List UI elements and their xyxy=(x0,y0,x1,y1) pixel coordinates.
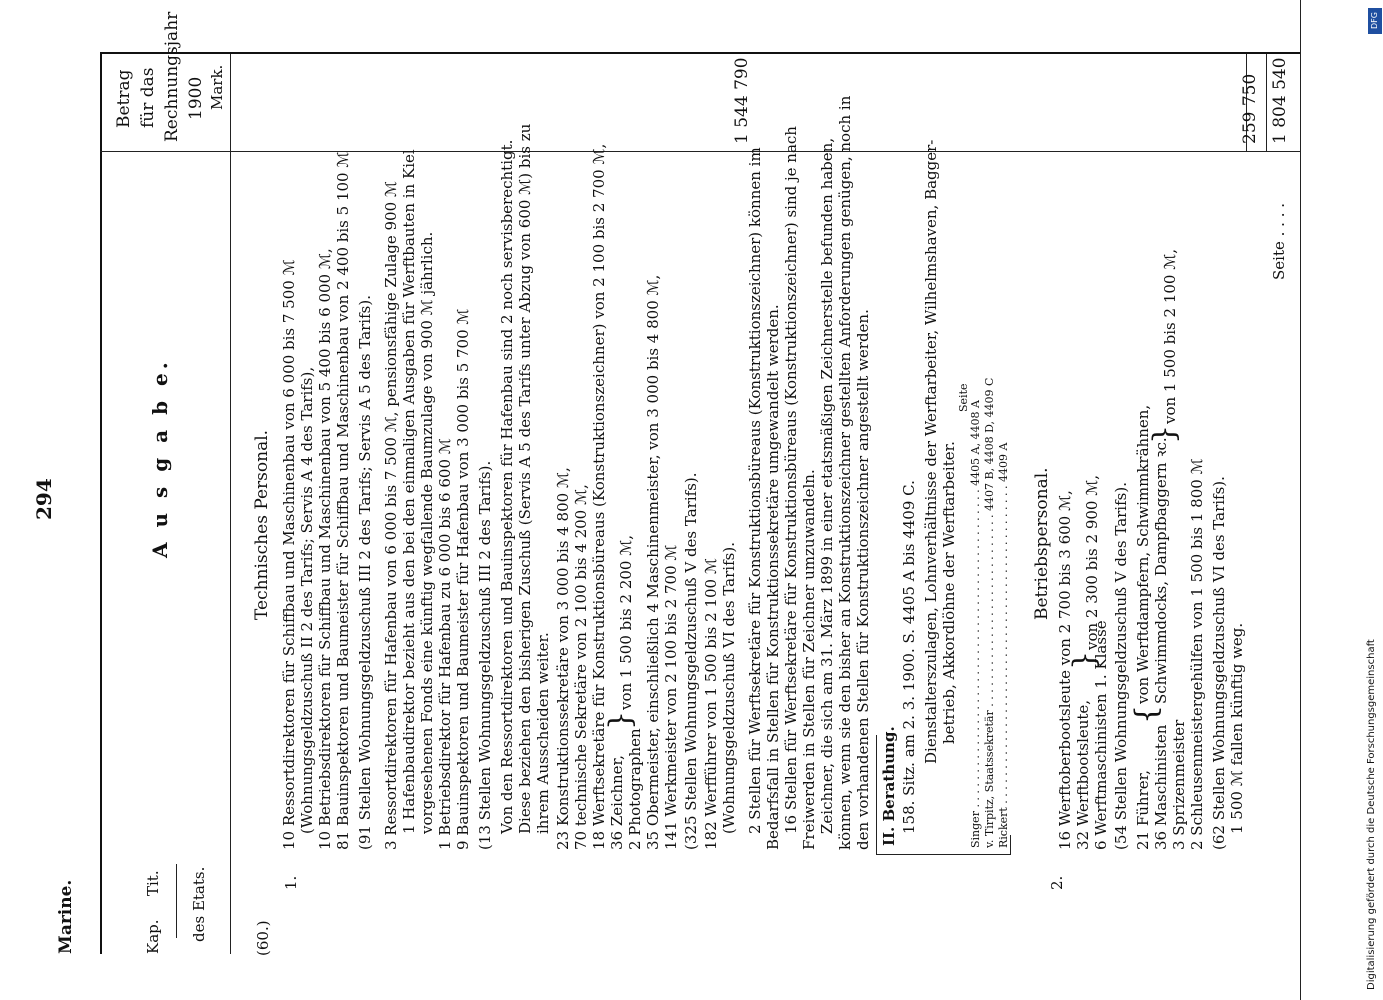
text-line: betrieb, Akkordlöhne der Werftarbeiter. xyxy=(940,441,958,744)
text-line: (91 Stellen Wohnungsgeldzuschuß III 2 des Tarifs; Servis A 5 des Tarifs). xyxy=(356,295,374,850)
text-line: 3 Sprizenmeister xyxy=(1170,719,1188,850)
brace-glyph: } xyxy=(603,710,638,730)
text-line: 1 500 ℳ fallen künftig weg. xyxy=(1228,622,1246,834)
seite-label: Seite xyxy=(957,383,970,412)
tit-number-2: 2. xyxy=(1048,875,1066,890)
amount-heading-5: Mark. xyxy=(208,64,226,110)
page-title: A u s g a b e. xyxy=(148,358,172,558)
amount-heading-3: Rechnungsjahr xyxy=(162,11,182,142)
amount-operating: 259 750 xyxy=(1240,73,1260,144)
text-line: von Werftdampfern, Schwimmkrähnen, xyxy=(1134,404,1152,704)
text-line: (62 Stellen Wohnungsgeldzuschuß VI des Tarifs). xyxy=(1210,476,1228,850)
right-border-rule xyxy=(100,52,1300,54)
section-technical: Technisches Personal. xyxy=(252,429,272,620)
text-line: Zeichner, die sich am 31. März 1899 in einer etatsmäßigen Zeichnerstelle befunden haben, xyxy=(818,137,836,834)
text-line: 35 Obermeister, einschließlich 4 Maschinenmeister, von 3 000 bis 4 800 ℳ, xyxy=(644,274,662,850)
berathung-box-rule xyxy=(876,854,1010,855)
text-line: 10 Betriebsdirektoren für Schiffbau und Maschinenbau von 5 400 bis 6 000 ℳ, xyxy=(316,248,334,850)
amount-technical: 1 544 790 xyxy=(732,57,752,144)
bottom-rule xyxy=(1300,0,1301,1000)
brace-glyph: } xyxy=(1067,650,1102,670)
text-line: 182 Werfführer von 1 500 bis 2 100 ℳ xyxy=(702,558,720,850)
seite-footer: Seite . . . . xyxy=(1270,203,1288,280)
text-line: 16 Stellen für Werftsekretäre für Konstruktionsbüreaus (Konstruktionszeichner) sind je nach xyxy=(782,126,800,834)
berathung-box-bottom xyxy=(1010,835,1011,855)
text-line: (Wohnungsgeldzuschuß VI des Tarifs). xyxy=(720,542,738,834)
speaker-line: Rickert . . . . . . . . . . . . . . . . . . . . . . . . . . . . . . . . . . . . . . . . . . . . . . 4409 A xyxy=(997,442,1010,848)
text-line: 36 Maschinisten xyxy=(1152,724,1170,850)
text-line: (325 Stellen Wohnungsgeldzuschuß V des Tarifs). xyxy=(682,472,700,850)
tit-heading: Tit. xyxy=(144,870,162,896)
text-line: (13 Stellen Wohnungsgeldzuschuß III 2 des Tarifs). xyxy=(476,460,494,850)
header-rule xyxy=(230,54,231,954)
text-line: 70 technische Sekretäre von 2 100 bis 4 200 ℳ, xyxy=(572,484,590,850)
text-line: von 2 300 bis 2 900 ℳ, xyxy=(1083,474,1101,650)
text-line: Schwimmdocks, Dampfbaggern ꝛc. xyxy=(1152,437,1170,704)
amount-column-rule xyxy=(100,151,1300,152)
total-rule xyxy=(1266,54,1267,152)
text-line: 2 Stellen für Werftsekretäre für Konstruktionsbüreaus (Konstruktionszeichner) können im xyxy=(746,147,764,834)
text-line: 2 Photographen xyxy=(626,728,644,850)
text-line: 16 Werftoberbootsleute von 2 700 bis 3 600 ℳ, xyxy=(1056,490,1074,850)
text-line: Diese beziehen den bisherigen Zuschuß (Servis A 5 des Tarifs unter Abzug von 600 ℳ) bis zu xyxy=(516,123,534,834)
text-line: 1 Hafenbaudirektor bezieht aus den bei den einmaligen Ausgaben für Werftbauten in Kiel xyxy=(400,149,418,834)
text-line: 10 Ressortdirektoren für Schiffbau und Maschinenbau von 6 000 bis 7 500 ℳ xyxy=(280,259,298,850)
amount-total: 1 804 540 xyxy=(1270,57,1290,144)
text-line: 23 Konstruktionssekretäre von 3 000 bis 4 800 ℳ, xyxy=(554,467,572,850)
text-line: vorgesehenen Fonds eine künftig wegfallende Baumzulage von 900 ℳ jährlich. xyxy=(418,231,436,834)
text-line: (54 Stellen Wohnungsgeldzuschuß V des Tarifs). xyxy=(1112,482,1130,850)
text-line: 141 Werkmeister von 2 100 bis 2 700 ℳ xyxy=(662,544,680,850)
text-line: 32 Werftbootsleute, xyxy=(1074,699,1092,850)
text-line: 36 Zeichner, xyxy=(608,755,626,850)
text-line: können, wenn sie den bisher an Konstruktionszeichner gestellten Anforderungen genügen, noch in xyxy=(836,95,854,850)
des-etats-heading: des Etats. xyxy=(190,866,208,942)
text-line: 9 Bauinspektoren und Baumeister für Hafenbau von 3 000 bis 5 700 ℳ xyxy=(454,308,472,850)
kap-tit-divider xyxy=(176,864,177,938)
dfg-logo: DFG xyxy=(1368,8,1382,34)
speaker-line: v. Tirpitz, Staatssekretär . . . . . . . . . . . . . . . . . . . . . . . . . . . . 4407 B, 4408 D, 4409 C xyxy=(983,377,996,848)
berathung-heading: II. Berathung. xyxy=(880,726,898,846)
text-line: Von den Ressortdirektoren und Bauinspektoren für Hafenbau sind 2 noch servisberechtigt. xyxy=(498,139,516,834)
text-line: Freiwerden in Stellen für Zeichner umzuwandeln. xyxy=(800,469,818,850)
text-line: 3 Ressortdirektoren für Hafenbau von 6 000 bis 7 500 ℳ, pensionsfähige Zulage 900 ℳ xyxy=(382,181,400,850)
amount-heading-1: Betrag xyxy=(114,69,134,128)
kap-number: (60.) xyxy=(254,920,272,956)
tit-number-1: 1. xyxy=(282,875,300,890)
text-line: 21 Führer, xyxy=(1134,770,1152,850)
section-heading: Marine. xyxy=(56,879,76,954)
text-line: Dienstalterszulagen, Lohnverhältnisse der Werftarbeiter, Wilhelmshaven, Bagger- xyxy=(922,139,940,764)
brace-glyph: } xyxy=(1147,424,1182,444)
section-operating: Betriebspersonal. xyxy=(1032,467,1052,620)
digitization-credit: Digitalisierung gefördert durch die Deutsche Forschungsgemeinschaft xyxy=(1366,639,1377,990)
brace-glyph: { xyxy=(1129,704,1164,724)
text-line: Bedarfsfall in Stellen für Konstruktionssekretäre umgewandelt werden. xyxy=(764,304,782,850)
text-line: von 1 500 bis 2 200 ℳ, xyxy=(617,534,635,710)
text-line: 1 Betriebsdirektor für Hafenbau zu 6 000 bis 6 600 ℳ xyxy=(436,438,454,850)
text-line: von 1 500 bis 2 100 ℳ, xyxy=(1161,248,1179,424)
amount-heading-4: 1900 xyxy=(186,76,206,120)
text-line: 6 Werftmaschinisten 1. Klasse xyxy=(1092,620,1110,850)
berathung-box-top xyxy=(876,735,877,855)
speaker-line: Singer . . . . . . . . . . . . . . . . . . . . . . . . . . . . . . . . . . . . . . . . . . . . . . 4405 A, 4408 A xyxy=(969,400,982,848)
page-number: 294 xyxy=(32,478,56,520)
kap-heading: Kap. xyxy=(144,919,162,954)
table-top-rule xyxy=(100,54,102,954)
text-line: 81 Bauinspektoren und Baumeister für Schiffbau und Maschinenbau von 2 400 bis 5 100 ℳ xyxy=(334,151,352,850)
text-line: den vorhandenen Stellen für Konstruktionszeichner angestellt werden. xyxy=(854,309,872,850)
text-line: ihrem Ausscheiden weiter. xyxy=(534,632,552,834)
text-line: 18 Werftsekretäre für Konstruktionsbüreaus (Konstruktionszeichner) von 2 100 bis 2 700 ℳ, xyxy=(590,143,608,850)
text-line: 158. Sitz. am 2. 3. 1900. S. 4405 A bis 4409 C. xyxy=(900,480,918,834)
amount-heading-2: für das xyxy=(138,67,158,128)
text-line: (Wohnungsgeldzuschuß II 2 des Tarifs; Servis A 4 des Tarifs), xyxy=(298,366,316,834)
text-line: 2 Schleusenmeistergehülfen von 1 500 bis 1 800 ℳ xyxy=(1188,458,1206,850)
